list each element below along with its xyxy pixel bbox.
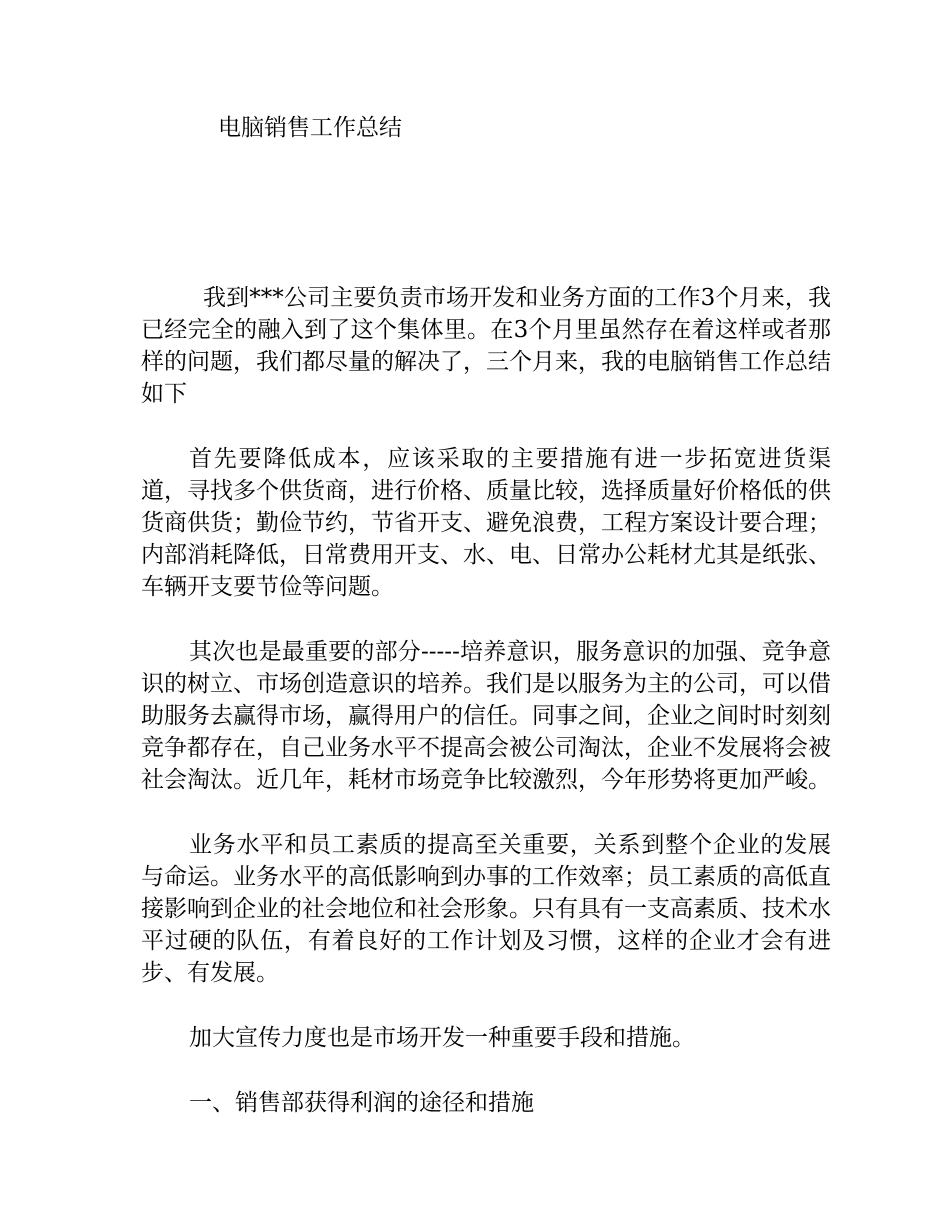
paragraph-publicity: 加大宣传力度也是市场开发一种重要手段和措施。 — [189, 1025, 695, 1051]
document-body — [141, 282, 831, 1152]
paragraph-intro: 我到***公司主要负责市场开发和业务方面的工作3个月来，我已经完全的融入到了这个集体里。在3个月里虽然存在着这样或者那样的问题，我们都尽量的解决了，三个月来，我的电脑销售工作总结如下 — [141, 285, 831, 407]
paragraph-staff-quality: 业务水平和员工素质的提高至关重要，关系到整个企业的发展与命运。业务水平的高低影响到办事的工作效率；员工素质的高低直接影响到企业的社会地位和社会形象。只有具有一支高素质、技术水平过硬的队伍，有着良好的工作计划及习惯，这样的企业才会有进步、有发展。 — [141, 832, 831, 986]
section-heading-profit: 一、销售部获得利润的途径和措施 — [189, 1090, 534, 1116]
paragraph-service-awareness: 其次也是最重要的部分-----培养意识，服务意识的加强、竞争意识的树立、市场创造意识的培养。我们是以服务为主的公司，可以借助服务去赢得市场，赢得用户的信任。同事之间，企业之间时时刻刻竞争都存在，自己业务水平不提高会被公司淘汰，企业不发展将会被社会淘汰。近几年，耗材市场竞争比较激烈，今年形势将更加严峻。 — [141, 639, 831, 793]
document-title: 电脑销售工作总结 — [218, 115, 402, 141]
paragraph-cost-reduction: 首先要降低成本，应该采取的主要措施有进一步拓宽进货渠道，寻找多个供货商，进行价格、质量比较，选择质量好价格低的供货商供货；勤俭节约，节省开支、避免浪费，工程方案设计要合理；内部消耗降低，日常费用开支、水、电、日常办公耗材尤其是纸张、车辆开支要节俭等问题。 — [141, 446, 831, 600]
